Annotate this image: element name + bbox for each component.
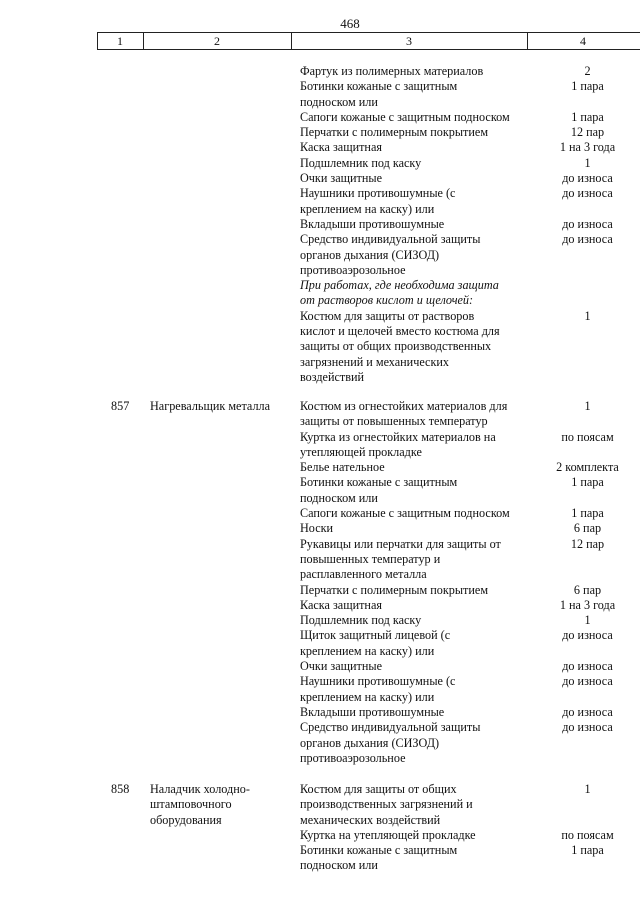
ppe-item-name-line: Рукавицы или перчатки для защиты от xyxy=(300,536,501,551)
ppe-list xyxy=(300,782,630,874)
ppe-item-name-line: расплавленного металла xyxy=(300,567,427,582)
ppe-item-name xyxy=(300,140,528,155)
ppe-item-name-line: Ботинки кожаные с защитным xyxy=(300,475,458,490)
ppe-item-name-line: креплением на каску) или xyxy=(300,201,435,216)
ppe-item-quantity: 12 пар xyxy=(570,125,605,140)
ppe-item-name xyxy=(300,537,528,583)
ppe-item xyxy=(300,186,630,217)
ppe-item-name xyxy=(300,506,528,521)
ppe-item-name-line: подноском или xyxy=(300,490,378,505)
ppe-item xyxy=(300,674,630,705)
ppe-item xyxy=(300,613,630,628)
header-col-2: 2 xyxy=(214,34,220,48)
profession-line: оборудования xyxy=(150,812,222,827)
ppe-item xyxy=(300,399,630,430)
ppe-item-name xyxy=(300,79,528,110)
ppe-item-quantity: 6 пар xyxy=(573,582,602,597)
ppe-item-quantity: 1 пара xyxy=(571,843,604,858)
ppe-item xyxy=(300,720,630,766)
ppe-item-name xyxy=(300,309,528,385)
ppe-item-name xyxy=(300,628,528,659)
ppe-item-name xyxy=(300,583,528,598)
ppe-item-quantity: 1 xyxy=(584,399,591,413)
ppe-item-quantity: 2 xyxy=(584,64,591,78)
ppe-item xyxy=(300,430,630,461)
ppe-item-quantity: 1 на 3 года xyxy=(559,140,616,155)
ppe-item-name xyxy=(300,598,528,613)
profession-line: штамповочного xyxy=(150,797,232,812)
ppe-item-quantity: до износа xyxy=(562,171,613,186)
ppe-item xyxy=(300,659,630,674)
ppe-item-quantity: по поясам xyxy=(561,827,614,842)
ppe-item xyxy=(300,460,630,475)
ppe-item-quantity: до износа xyxy=(562,720,613,735)
ppe-item-quantity: по поясам xyxy=(561,429,614,444)
ppe-item-name-line: Костюм из огнестойких материалов для xyxy=(300,399,508,413)
ppe-item-quantity: 1 пара xyxy=(571,506,604,521)
header-col-3: 3 xyxy=(406,34,412,48)
ppe-item-name xyxy=(300,674,528,705)
ppe-item-name-line: Сапоги кожаные с защитным подноском xyxy=(300,109,510,124)
ppe-item-quantity: 12 пар xyxy=(570,536,605,551)
ppe-item-name-line: Очки защитные xyxy=(300,659,382,674)
ppe-item-name xyxy=(300,278,528,309)
ppe-item-name xyxy=(300,460,528,475)
ppe-item-name-line: Костюм для защиты от растворов xyxy=(300,308,475,323)
ppe-item xyxy=(300,171,630,186)
ppe-item-name-line: Подшлемник под каску xyxy=(300,155,422,170)
ppe-item-name xyxy=(300,156,528,171)
ppe-item-name-line: противоаэрозольное xyxy=(300,750,406,765)
ppe-item xyxy=(300,628,630,659)
ppe-item-quantity: до износа xyxy=(562,704,613,719)
ppe-item-name-line: Фартук из полимерных материалов xyxy=(300,64,484,78)
ppe-item-name-line: Щиток защитный лицевой (с xyxy=(300,628,451,643)
ppe-item-name xyxy=(300,186,528,217)
ppe-item-name xyxy=(300,399,528,430)
ppe-item-name-line: Куртка на утепляющей прокладке xyxy=(300,827,476,842)
ppe-item xyxy=(300,140,630,155)
ppe-item-quantity: 1 xyxy=(584,782,591,796)
ppe-item-name-line: Сапоги кожаные с защитным подноском xyxy=(300,506,510,521)
ppe-item-name-line: Наушники противошумные (с xyxy=(300,674,456,689)
ppe-item-name xyxy=(300,521,528,536)
ppe-item-quantity: 1 xyxy=(584,155,591,170)
ppe-item-quantity: 1 xyxy=(584,308,591,323)
ppe-item-name xyxy=(300,430,528,461)
ppe-item-name-line: Ботинки кожаные с защитным xyxy=(300,843,458,858)
ppe-item xyxy=(300,782,630,828)
ppe-item-name xyxy=(300,705,528,720)
ppe-item-name-line: Ботинки кожаные с защитным xyxy=(300,79,458,94)
ppe-item-name-line: загрязнений и механических xyxy=(300,354,449,369)
ppe-item-name-line: Перчатки с полимерным покрытием xyxy=(300,125,489,140)
table-header xyxy=(97,32,640,50)
ppe-item xyxy=(300,64,630,79)
ppe-item-name-line: При работах, где необходима защита xyxy=(300,278,499,293)
ppe-item-name xyxy=(300,171,528,186)
ppe-item-name-line: подноском или xyxy=(300,94,378,109)
ppe-item xyxy=(300,506,630,521)
ppe-item xyxy=(300,125,630,140)
ppe-item-name-line: защиты от повышенных температур xyxy=(300,414,488,429)
ppe-item-name xyxy=(300,659,528,674)
ppe-item-quantity: 6 пар xyxy=(573,521,602,536)
ppe-item-name-line: Костюм для защиты от общих xyxy=(300,782,457,796)
ppe-item-name xyxy=(300,110,528,125)
ppe-item-quantity: 1 на 3 года xyxy=(559,597,616,612)
ppe-item-quantity: до износа xyxy=(562,659,613,674)
ppe-item-name-line: Каска защитная xyxy=(300,140,382,155)
condition-note xyxy=(300,278,630,309)
header-col-4: 4 xyxy=(580,34,586,48)
ppe-item-name xyxy=(300,720,528,766)
ppe-item-name xyxy=(300,64,528,79)
ppe-item xyxy=(300,79,630,110)
ppe-item-name xyxy=(300,125,528,140)
ppe-item-name-line: Куртка из огнестойких материалов на xyxy=(300,429,496,444)
ppe-list xyxy=(300,399,630,766)
ppe-list xyxy=(300,64,630,385)
ppe-item xyxy=(300,598,630,613)
ppe-item-name-line: противоаэрозольное xyxy=(300,262,406,277)
ppe-item-quantity: до износа xyxy=(562,628,613,643)
ppe-item-quantity: 1 xyxy=(584,613,591,628)
header-col-1: 1 xyxy=(117,34,123,48)
ppe-item-name-line: Средство индивидуальной защиты xyxy=(300,720,481,735)
ppe-item-quantity: до износа xyxy=(562,216,613,231)
ppe-item-name-line: креплением на каску) или xyxy=(300,643,435,658)
ppe-item xyxy=(300,583,630,598)
ppe-item-name-line: воздействий xyxy=(300,369,365,384)
ppe-item xyxy=(300,537,630,583)
ppe-item xyxy=(300,232,630,278)
profession-line: Нагревальщик металла xyxy=(150,399,271,413)
ppe-item-quantity: 1 пара xyxy=(571,79,604,94)
ppe-item xyxy=(300,309,630,386)
ppe-item-name-line: Средство индивидуальной защиты xyxy=(300,232,481,247)
ppe-item xyxy=(300,156,630,171)
ppe-item-quantity: до износа xyxy=(562,674,613,689)
ppe-item-quantity: 2 комплекта xyxy=(556,460,619,475)
ppe-item-name-line: Очки защитные xyxy=(300,171,382,186)
ppe-item-name-line: механических воздействий xyxy=(300,812,441,827)
ppe-item-name xyxy=(300,232,528,278)
ppe-item-name xyxy=(300,828,528,843)
row-number: 858 xyxy=(111,782,130,796)
ppe-item-name-line: подноском или xyxy=(300,858,378,873)
ppe-item xyxy=(300,217,630,232)
ppe-item-quantity: до износа xyxy=(562,232,613,247)
ppe-item xyxy=(300,828,630,843)
ppe-item xyxy=(300,705,630,720)
ppe-item-name-line: производственных загрязнений и xyxy=(300,797,473,812)
ppe-item-name xyxy=(300,843,528,874)
ppe-item-name-line: органов дыхания (СИЗОД) xyxy=(300,247,440,262)
profession-name xyxy=(150,782,290,828)
ppe-item-quantity: 1 пара xyxy=(571,475,604,490)
ppe-item-name-line: Каска защитная xyxy=(300,597,382,612)
ppe-item-name-line: Вкладыши противошумные xyxy=(300,704,445,719)
ppe-item-name-line: от растворов кислот и щелочей: xyxy=(300,293,474,308)
ppe-item-name xyxy=(300,782,528,828)
row-number: 857 xyxy=(111,399,130,413)
ppe-item-quantity: 1 пара xyxy=(571,109,604,124)
ppe-item xyxy=(300,843,630,874)
ppe-item-name-line: утепляющей прокладке xyxy=(300,444,422,459)
ppe-item-name-line: защиты от общих производственных xyxy=(300,339,492,354)
ppe-item-quantity: до износа xyxy=(562,186,613,201)
ppe-item xyxy=(300,521,630,536)
ppe-item-name-line: Перчатки с полимерным покрытием xyxy=(300,582,489,597)
ppe-item-name-line: Белье нательное xyxy=(300,460,385,475)
profession-name xyxy=(150,399,290,414)
ppe-item-name-line: Вкладыши противошумные xyxy=(300,216,445,231)
ppe-item-name-line: Наушники противошумные (с xyxy=(300,186,456,201)
ppe-item xyxy=(300,110,630,125)
page-number: 468 xyxy=(340,16,360,31)
ppe-item-name-line: кислот и щелочей вместо костюма для xyxy=(300,324,500,339)
profession-line: Наладчик холодно- xyxy=(150,782,250,796)
ppe-item-name-line: Носки xyxy=(300,521,334,536)
ppe-item-name xyxy=(300,613,528,628)
ppe-item xyxy=(300,475,630,506)
ppe-item-name xyxy=(300,475,528,506)
ppe-item-name-line: органов дыхания (СИЗОД) xyxy=(300,735,440,750)
ppe-item-name xyxy=(300,217,528,232)
ppe-item-name-line: креплением на каску) или xyxy=(300,689,435,704)
ppe-item-name-line: Подшлемник под каску xyxy=(300,613,422,628)
ppe-item-name-line: повышенных температур и xyxy=(300,551,441,566)
